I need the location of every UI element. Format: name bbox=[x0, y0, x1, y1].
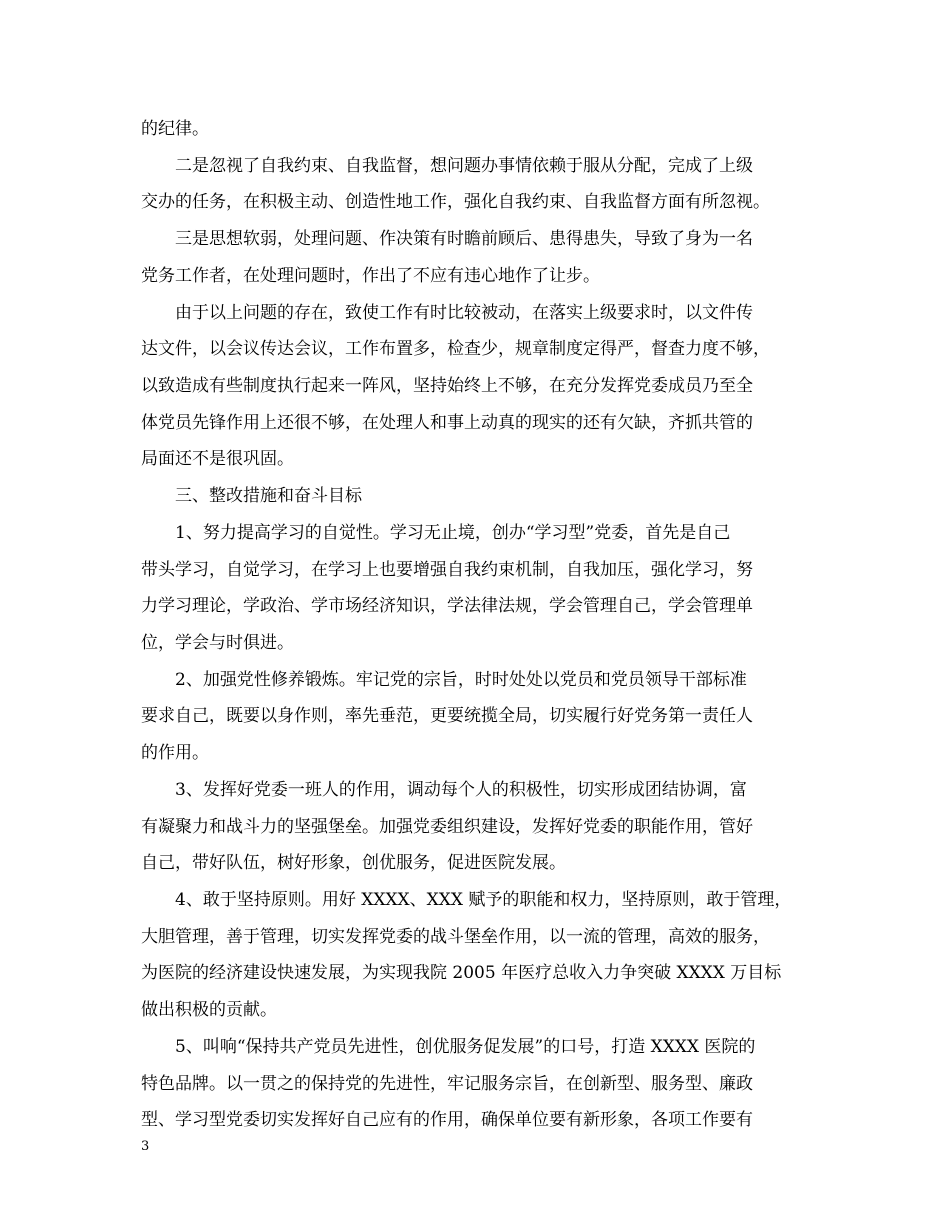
text-line: 1、努力提高学习的自觉性。学习无止境，创办“学习型”党委，首先是自己 bbox=[141, 523, 731, 543]
text-line: 由于以上问题的存在，致使工作有时比较被动，在落实上级要求时，以文件传 bbox=[141, 303, 753, 323]
text-line: 有凝聚力和战斗力的坚强堡垒。加强党委组织建设，发挥好党委的职能作用，管好 bbox=[141, 817, 753, 837]
text-line: 党务工作者，在处理问题时，作出了不应有违心地作了让步。 bbox=[141, 266, 600, 286]
text-line: 以致造成有些制度执行起来一阵风，坚持始终上不够，在充分发挥党委成员乃至全 bbox=[141, 376, 753, 396]
text-line: 要求自己，既要以身作则，率先垂范，更要统揽全局，切实履行好党务第一责任人 bbox=[141, 706, 753, 726]
text-line: 3、发挥好党委一班人的作用，调动每个人的积极性，切实形成团结协调，富 bbox=[141, 780, 747, 800]
text-line: 局面还不是很巩固。 bbox=[141, 449, 294, 469]
section-heading: 三、整改措施和奋斗目标 bbox=[141, 486, 362, 506]
text-line: 自己，带好队伍，树好形象，创优服务，促进医院发展。 bbox=[141, 853, 566, 873]
text-line: 带头学习，自觉学习，在学习上也要增强自我约束机制，自我加压，强化学习，努 bbox=[141, 560, 753, 580]
page-number: 3 bbox=[141, 1139, 150, 1154]
text-line: 三是思想软弱，处理问题、作决策有时瞻前顾后、患得患失，导致了身为一名 bbox=[141, 229, 753, 249]
text-line: 4、敢于坚持原则。用好 XXXX、XXX 赋予的职能和权力，坚持原则，敢于管理， bbox=[141, 890, 792, 910]
text-line: 的作用。 bbox=[141, 743, 209, 763]
text-line: 达文件，以会议传达会议，工作布置多，检查少，规章制度定得严，督查力度不够， bbox=[141, 339, 770, 359]
text-line: 交办的任务，在积极主动、创造性地工作，强化自我约束、自我监督方面有所忽视。 bbox=[141, 192, 770, 212]
text-line: 二是忽视了自我约束、自我监督，想问题办事情依赖于服从分配，完成了上级 bbox=[141, 156, 753, 176]
text-line: 型、学习型党委切实发挥好自己应有的作用，确保单位要有新形象，各项工作要有 bbox=[141, 1110, 753, 1130]
text-line: 做出积极的贡献。 bbox=[141, 1000, 277, 1020]
text-line: 的纪律。 bbox=[141, 119, 209, 139]
text-line: 体党员先锋作用上还很不够，在处理人和事上动真的现实的还有欠缺，齐抓共管的 bbox=[141, 413, 753, 433]
text-line: 特色品牌。以一贯之的保持党的先进性，牢记服务宗旨，在创新型、服务型、廉政 bbox=[141, 1074, 753, 1094]
text-line: 位，学会与时俱进。 bbox=[141, 633, 294, 653]
text-line: 5、叫响“保持共产党员先进性，创优服务促发展”的口号，打造 XXXX 医院的 bbox=[141, 1037, 756, 1057]
text-line: 大胆管理，善于管理，切实发挥党委的战斗堡垒作用，以一流的管理，高效的服务， bbox=[141, 927, 770, 947]
text-line: 为医院的经济建设快速发展，为实现我院 2005 年医疗总收入力争突破 XXXX 万目标 bbox=[141, 963, 782, 983]
text-line: 2、加强党性修养锻炼。牢记党的宗旨，时时处处以党员和党员领导干部标准 bbox=[141, 670, 747, 690]
text-line: 力学习理论，学政治、学市场经济知识，学法律法规，学会管理自己，学会管理单 bbox=[141, 596, 753, 616]
